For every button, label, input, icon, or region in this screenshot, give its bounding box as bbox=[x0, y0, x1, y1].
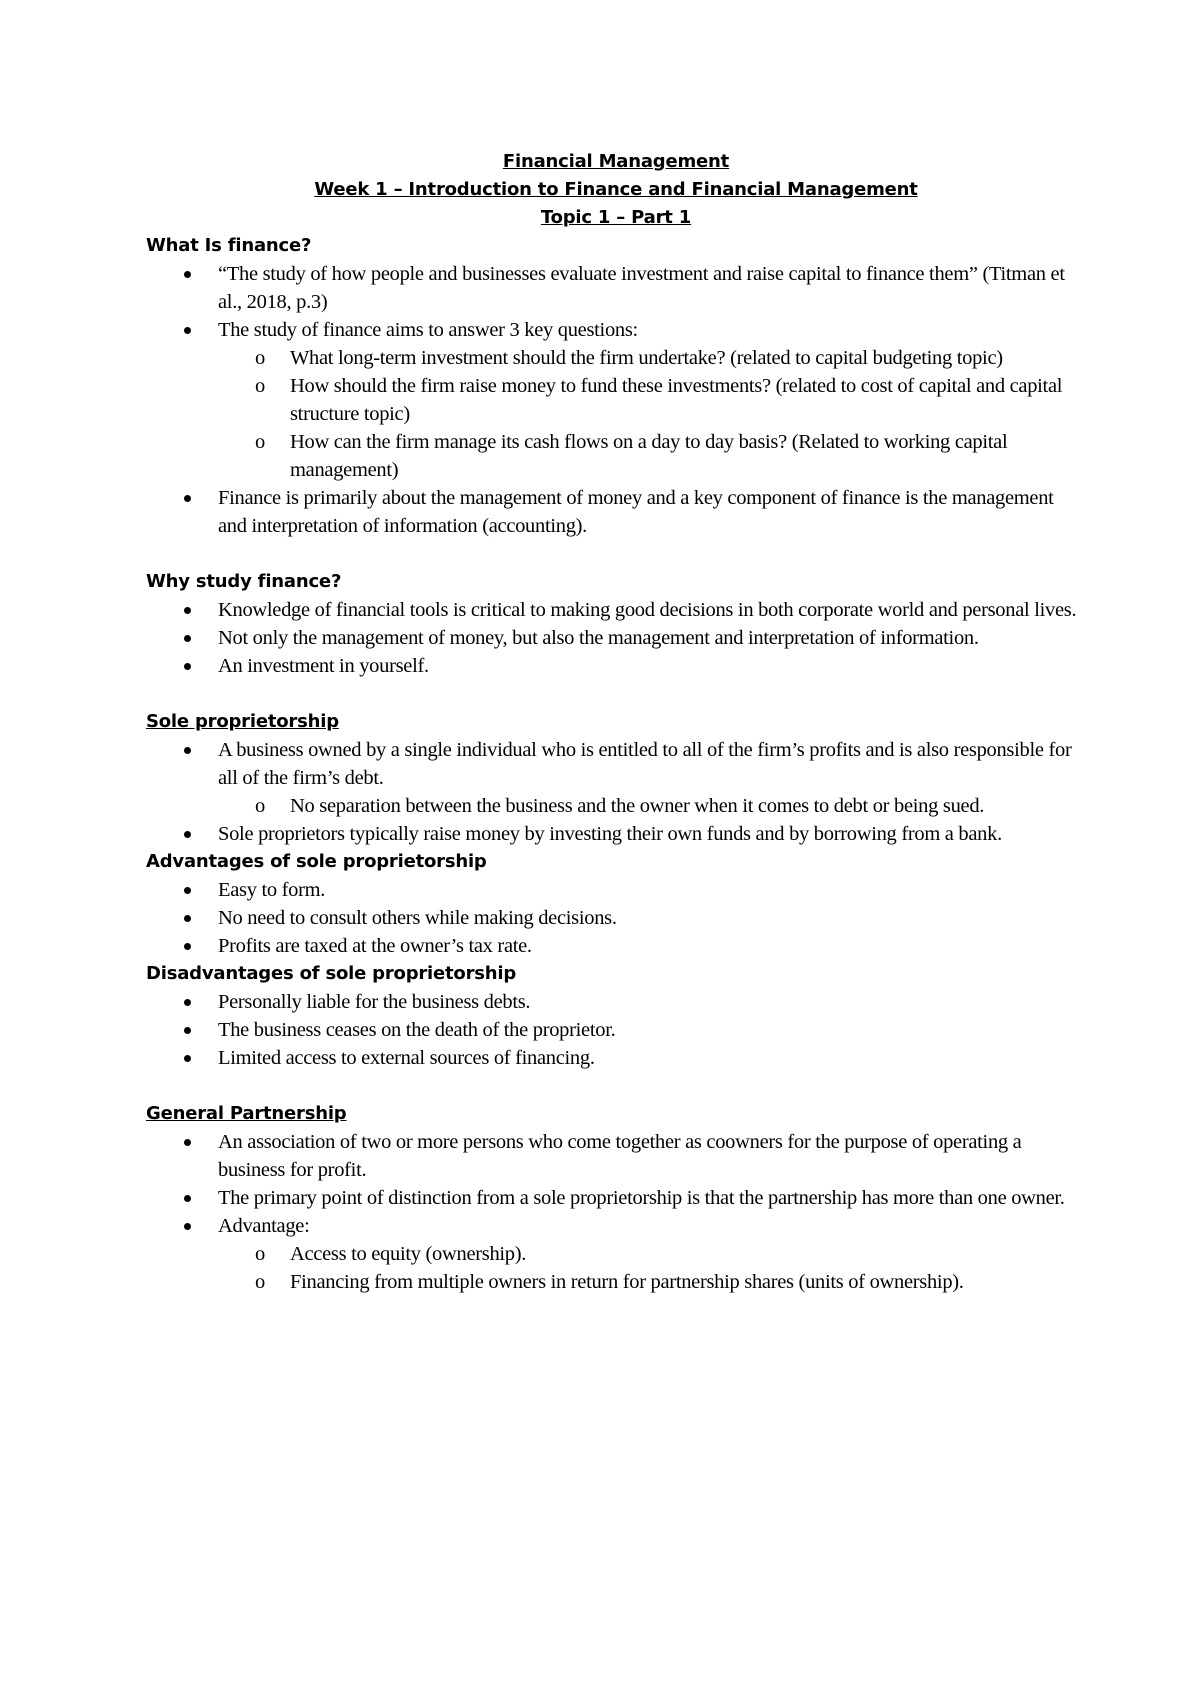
list-item bbox=[146, 1128, 1086, 1184]
list-item bbox=[146, 820, 1086, 848]
list-item bbox=[146, 260, 1086, 316]
sub-list-item-text: How should the firm raise money to fund these investments? (related to cost of capital and capital structure topic) bbox=[290, 375, 1063, 425]
list-item bbox=[146, 596, 1086, 624]
list-item-text: Not only the management of money, but also the management and interpretation of information. bbox=[218, 627, 979, 649]
bullet-icon bbox=[184, 915, 191, 922]
topic-title: Topic 1 – Part 1 bbox=[540, 207, 692, 228]
list-advantages bbox=[146, 876, 1086, 960]
document-body bbox=[146, 148, 1086, 1296]
bullet-icon bbox=[184, 271, 191, 278]
list-item bbox=[146, 876, 1086, 904]
bullet-icon bbox=[184, 607, 191, 614]
sub-bullet-icon: o bbox=[255, 795, 265, 817]
sub-list-item-text: What long-term investment should the firm undertake? (related to capital budgeting topic) bbox=[290, 347, 1003, 369]
list-item-text: A business owned by a single individual who is entitled to all of the firm’s profits and is also responsible for all of the firm’s debt. bbox=[218, 739, 1072, 789]
sub-bullet-icon: o bbox=[255, 375, 265, 397]
list-item bbox=[146, 624, 1086, 652]
heading-general-partnership: General Partnership bbox=[146, 1103, 347, 1124]
list-disadvantages bbox=[146, 988, 1086, 1072]
list-item-text: Sole proprietors typically raise money by investing their own funds and by borrowing from a bank. bbox=[218, 823, 1002, 845]
list-item bbox=[146, 316, 1086, 484]
list-item-text: An association of two or more persons who come together as coowners for the purpose of operating a business for profit. bbox=[218, 1131, 1022, 1181]
heading-why-study-finance: Why study finance? bbox=[146, 571, 342, 592]
sub-list-item bbox=[146, 1268, 1086, 1296]
list-general-partnership bbox=[146, 1128, 1086, 1296]
spacer bbox=[146, 1072, 1086, 1100]
sub-list-item bbox=[146, 344, 1086, 372]
bullet-icon bbox=[184, 1195, 191, 1202]
sub-list-item bbox=[146, 372, 1086, 428]
bullet-icon bbox=[184, 1223, 191, 1230]
bullet-icon bbox=[184, 887, 191, 894]
list-why-study bbox=[146, 596, 1086, 680]
bullet-icon bbox=[184, 831, 191, 838]
sub-list-item-text: No separation between the business and the owner when it comes to debt or being sued. bbox=[290, 795, 985, 817]
list-item-text: “The study of how people and businesses evaluate investment and raise capital to finance them” (Titman et al., 2018, p.3) bbox=[218, 263, 1065, 313]
sub-bullet-icon: o bbox=[255, 431, 265, 453]
list-item bbox=[146, 932, 1086, 960]
sub-bullet-icon: o bbox=[255, 347, 265, 369]
bullet-icon bbox=[184, 663, 191, 670]
list-item-text: The primary point of distinction from a sole proprietorship is that the partnership has more than one owner. bbox=[218, 1187, 1065, 1209]
bullet-icon bbox=[184, 1027, 191, 1034]
list-item-text: Finance is primarily about the management of money and a key component of finance is the management and interpretation of information (accounting). bbox=[218, 487, 1054, 537]
bullet-icon bbox=[184, 943, 191, 950]
list-what-is-finance bbox=[146, 260, 1086, 540]
sub-bullet-icon: o bbox=[255, 1243, 265, 1265]
list-item-text: An investment in yourself. bbox=[218, 655, 429, 677]
sub-list-item-text: Access to equity (ownership). bbox=[290, 1243, 527, 1265]
heading-sole-proprietorship: Sole proprietorship bbox=[146, 711, 339, 732]
document-title: Financial Management bbox=[502, 151, 730, 172]
list-item-text: Advantage: bbox=[218, 1215, 310, 1237]
list-item bbox=[146, 904, 1086, 932]
list-item bbox=[146, 484, 1086, 540]
list-item-text: Knowledge of financial tools is critical to making good decisions in both corporate world and personal lives. bbox=[218, 599, 1077, 621]
bullet-icon bbox=[184, 1139, 191, 1146]
list-item bbox=[146, 1044, 1086, 1072]
list-item bbox=[146, 1184, 1086, 1212]
sub-list-item bbox=[146, 428, 1086, 484]
heading-advantages: Advantages of sole proprietorship bbox=[146, 851, 487, 872]
bullet-icon bbox=[184, 999, 191, 1006]
list-item-text: The business ceases on the death of the proprietor. bbox=[218, 1019, 616, 1041]
sub-list-item bbox=[146, 1240, 1086, 1268]
list-item-text: The study of finance aims to answer 3 key questions: bbox=[218, 319, 638, 341]
spacer bbox=[146, 540, 1086, 568]
list-item bbox=[146, 652, 1086, 680]
week-title: Week 1 – Introduction to Finance and Financial Management bbox=[314, 179, 918, 200]
list-item-text: Profits are taxed at the owner’s tax rate. bbox=[218, 935, 532, 957]
spacer bbox=[146, 680, 1086, 708]
sub-bullet-icon: o bbox=[255, 1271, 265, 1293]
bullet-icon bbox=[184, 635, 191, 642]
bullet-icon bbox=[184, 1055, 191, 1062]
list-item-text: Limited access to external sources of financing. bbox=[218, 1047, 595, 1069]
sub-list-item-text: How can the firm manage its cash flows on a day to day basis? (Related to working capital management) bbox=[290, 431, 1008, 481]
sub-list-item-text: Financing from multiple owners in return for partnership shares (units of ownership). bbox=[290, 1271, 964, 1293]
list-item bbox=[146, 736, 1086, 820]
list-item-text: Personally liable for the business debts. bbox=[218, 991, 531, 1013]
bullet-icon bbox=[184, 747, 191, 754]
list-item bbox=[146, 1212, 1086, 1296]
bullet-icon bbox=[184, 327, 191, 334]
heading-disadvantages: Disadvantages of sole proprietorship bbox=[146, 963, 517, 984]
list-item bbox=[146, 988, 1086, 1016]
list-sole-proprietorship bbox=[146, 736, 1086, 848]
heading-what-is-finance: What Is finance? bbox=[146, 235, 312, 256]
list-item-text: Easy to form. bbox=[218, 879, 326, 901]
list-item-text: No need to consult others while making decisions. bbox=[218, 907, 617, 929]
list-item bbox=[146, 1016, 1086, 1044]
sub-list-item bbox=[146, 792, 1086, 820]
bullet-icon bbox=[184, 495, 191, 502]
